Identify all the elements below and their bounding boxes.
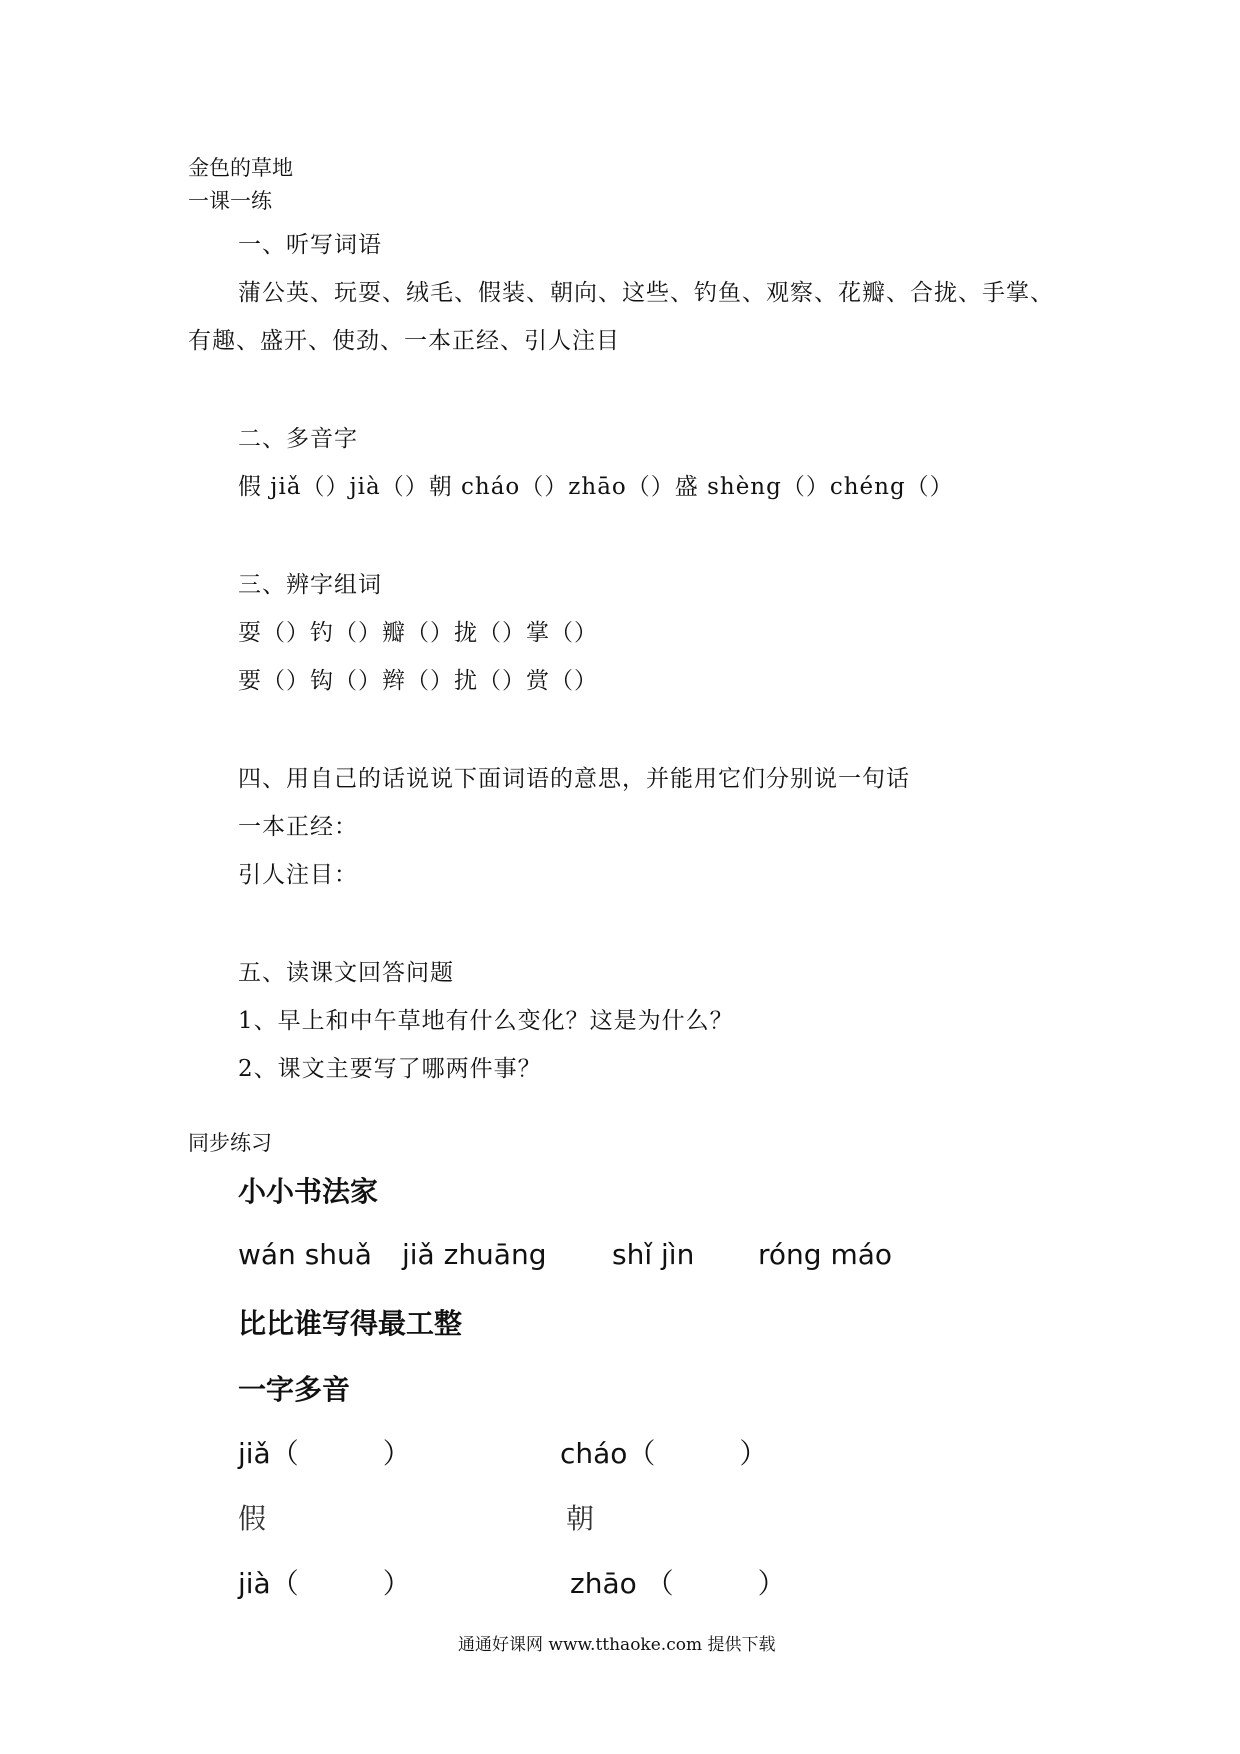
pinyin-word: wán shuǎ [238, 1238, 372, 1271]
footer-credit: 通通好课网 www.tthaoke.com 提供下载 [458, 1635, 776, 1655]
sync-practice-label: 同步练习 [188, 1131, 272, 1155]
section-5-question-1: 1、早上和中午草地有什么变化？这是为什么？ [238, 1008, 734, 1034]
polyphone-left-char: 假 [238, 1502, 267, 1535]
section-4-heading: 四、用自己的话说说下面词语的意思，并能用它们分别说一句话 [238, 766, 910, 792]
section-3-heading: 三、辨字组词 [238, 572, 382, 598]
pinyin-word: róng máo [758, 1238, 893, 1271]
calligraphy-heading: 小小书法家 [238, 1175, 379, 1208]
polyphone-right-bottom: zhāo （ ） [570, 1567, 786, 1600]
section-1-words-line-1: 蒲公英、玩耍、绒毛、假装、朝向、这些、钓鱼、观察、花瓣、合拢、手掌、 [238, 280, 1054, 306]
lesson-label: 一课一练 [188, 189, 272, 213]
section-2-polyphones: 假 jiǎ（）jià（）朝 cháo（）zhāo（）盛 shèng（）chéng（） [238, 474, 954, 500]
polyphone-left-bottom: jià（ ） [238, 1567, 411, 1600]
polyphone-right-char: 朝 [566, 1502, 595, 1535]
polyphone-right-top: cháo（ ） [560, 1437, 768, 1470]
section-2-heading: 二、多音字 [238, 426, 358, 452]
pinyin-word: shǐ jìn [612, 1238, 695, 1271]
neat-writing-heading: 比比谁写得最工整 [238, 1307, 463, 1340]
section-4-item-2: 引人注目： [238, 862, 358, 888]
section-5-heading: 五、读课文回答问题 [238, 960, 454, 986]
section-3-line-1: 耍（）钓（）瓣（）拢（）掌（） [238, 620, 598, 646]
polyphone-heading: 一字多音 [238, 1373, 351, 1406]
document-title: 金色的草地 [188, 156, 293, 180]
section-4-item-1: 一本正经： [238, 814, 358, 840]
pinyin-word: jiǎ zhuāng [402, 1238, 547, 1271]
section-1-heading: 一、听写词语 [238, 232, 382, 258]
section-1-words-line-2: 有趣、盛开、使劲、一本正经、引人注目 [188, 328, 620, 354]
section-3-line-2: 要（）钩（）辫（）扰（）赏（） [238, 668, 598, 694]
section-5-question-2: 2、课文主要写了哪两件事？ [238, 1056, 542, 1082]
polyphone-left-top: jiǎ（ ） [238, 1437, 411, 1470]
